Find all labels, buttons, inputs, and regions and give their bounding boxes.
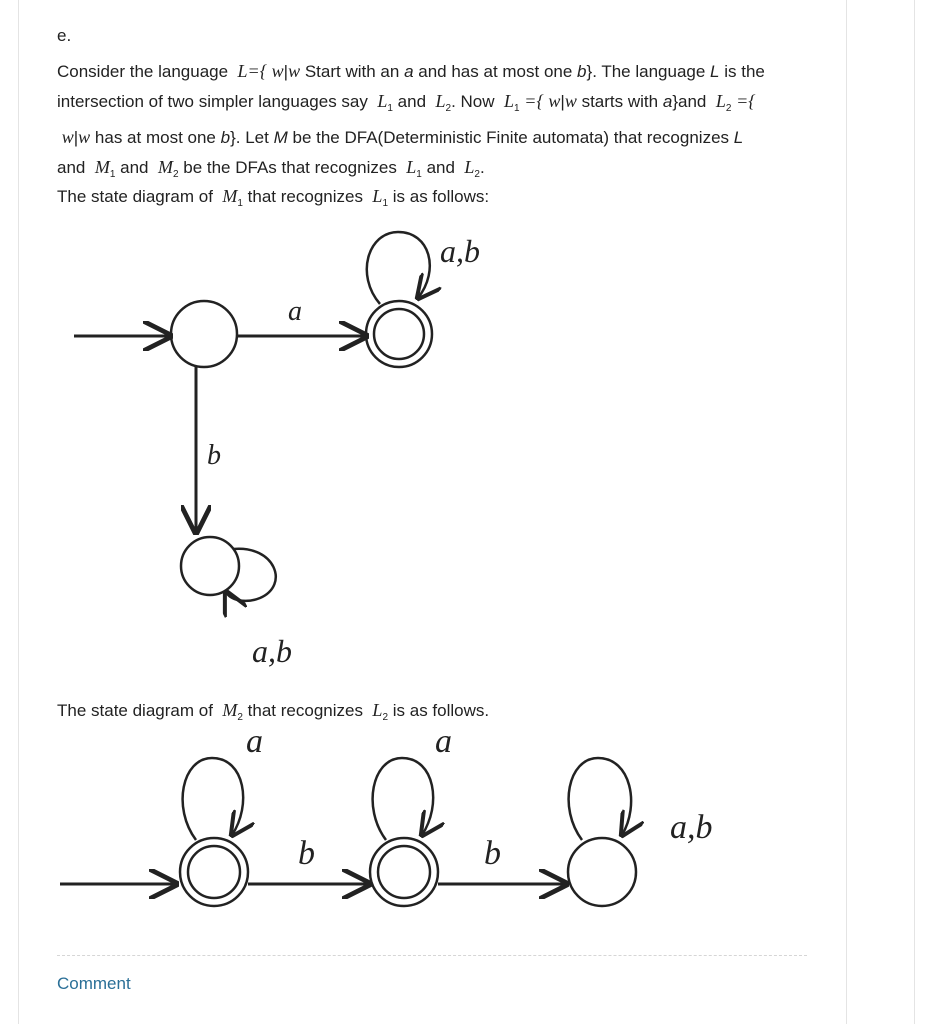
m2-q2-loop [569, 758, 632, 840]
m2-q0-loop [183, 758, 244, 840]
m2-q1-loop [373, 758, 434, 840]
comment-divider [57, 955, 807, 956]
m2-q0-loop-label: a [246, 723, 263, 760]
m2-q2-loop-label: a,b [670, 809, 713, 846]
m2-state-q1-inner [378, 846, 430, 898]
m2-edge-b1-label: b [298, 835, 315, 872]
paragraph-definition: Consider the language L={ w|w Start with an a and has at most one b}. The language L is the intersection of two simpler languages say $L_1$ and $L_2$. Now $L_1$ ={ w|w starts with a}and $L_2$ ={ w|w has at most one b}. Let M be the DFA(Deterministic Finite automata) that recognizes L and $M_1$ and $M_2$ be the DFAs that recognizes $L_1$ and $L_2$. [57, 61, 765, 180]
m2-state-q0-inner [188, 846, 240, 898]
m2-edge-b2-label: b [484, 835, 501, 872]
part-label: e. [57, 26, 72, 45]
m1-accept-loop-label: a,b [440, 233, 480, 269]
paragraph-m1-intro: The state diagram of $M_1$ that recognizes $L_1$ is as follows: [57, 186, 490, 209]
m1-dead-loop-label: a,b [252, 633, 292, 669]
m1-edge-b-label: b [207, 440, 221, 471]
m2-state-q2 [568, 838, 636, 906]
m1-edge-a-label: a [288, 296, 302, 327]
m2-state-q1-outer [370, 838, 438, 906]
m2-q1-loop-label: a [435, 723, 452, 760]
comment-link[interactable]: Comment [57, 974, 131, 993]
paragraph-m2-intro: The state diagram of $M_2$ that recognizes $L_2$ is as follows. [57, 700, 490, 723]
m2-state-q0-outer [180, 838, 248, 906]
